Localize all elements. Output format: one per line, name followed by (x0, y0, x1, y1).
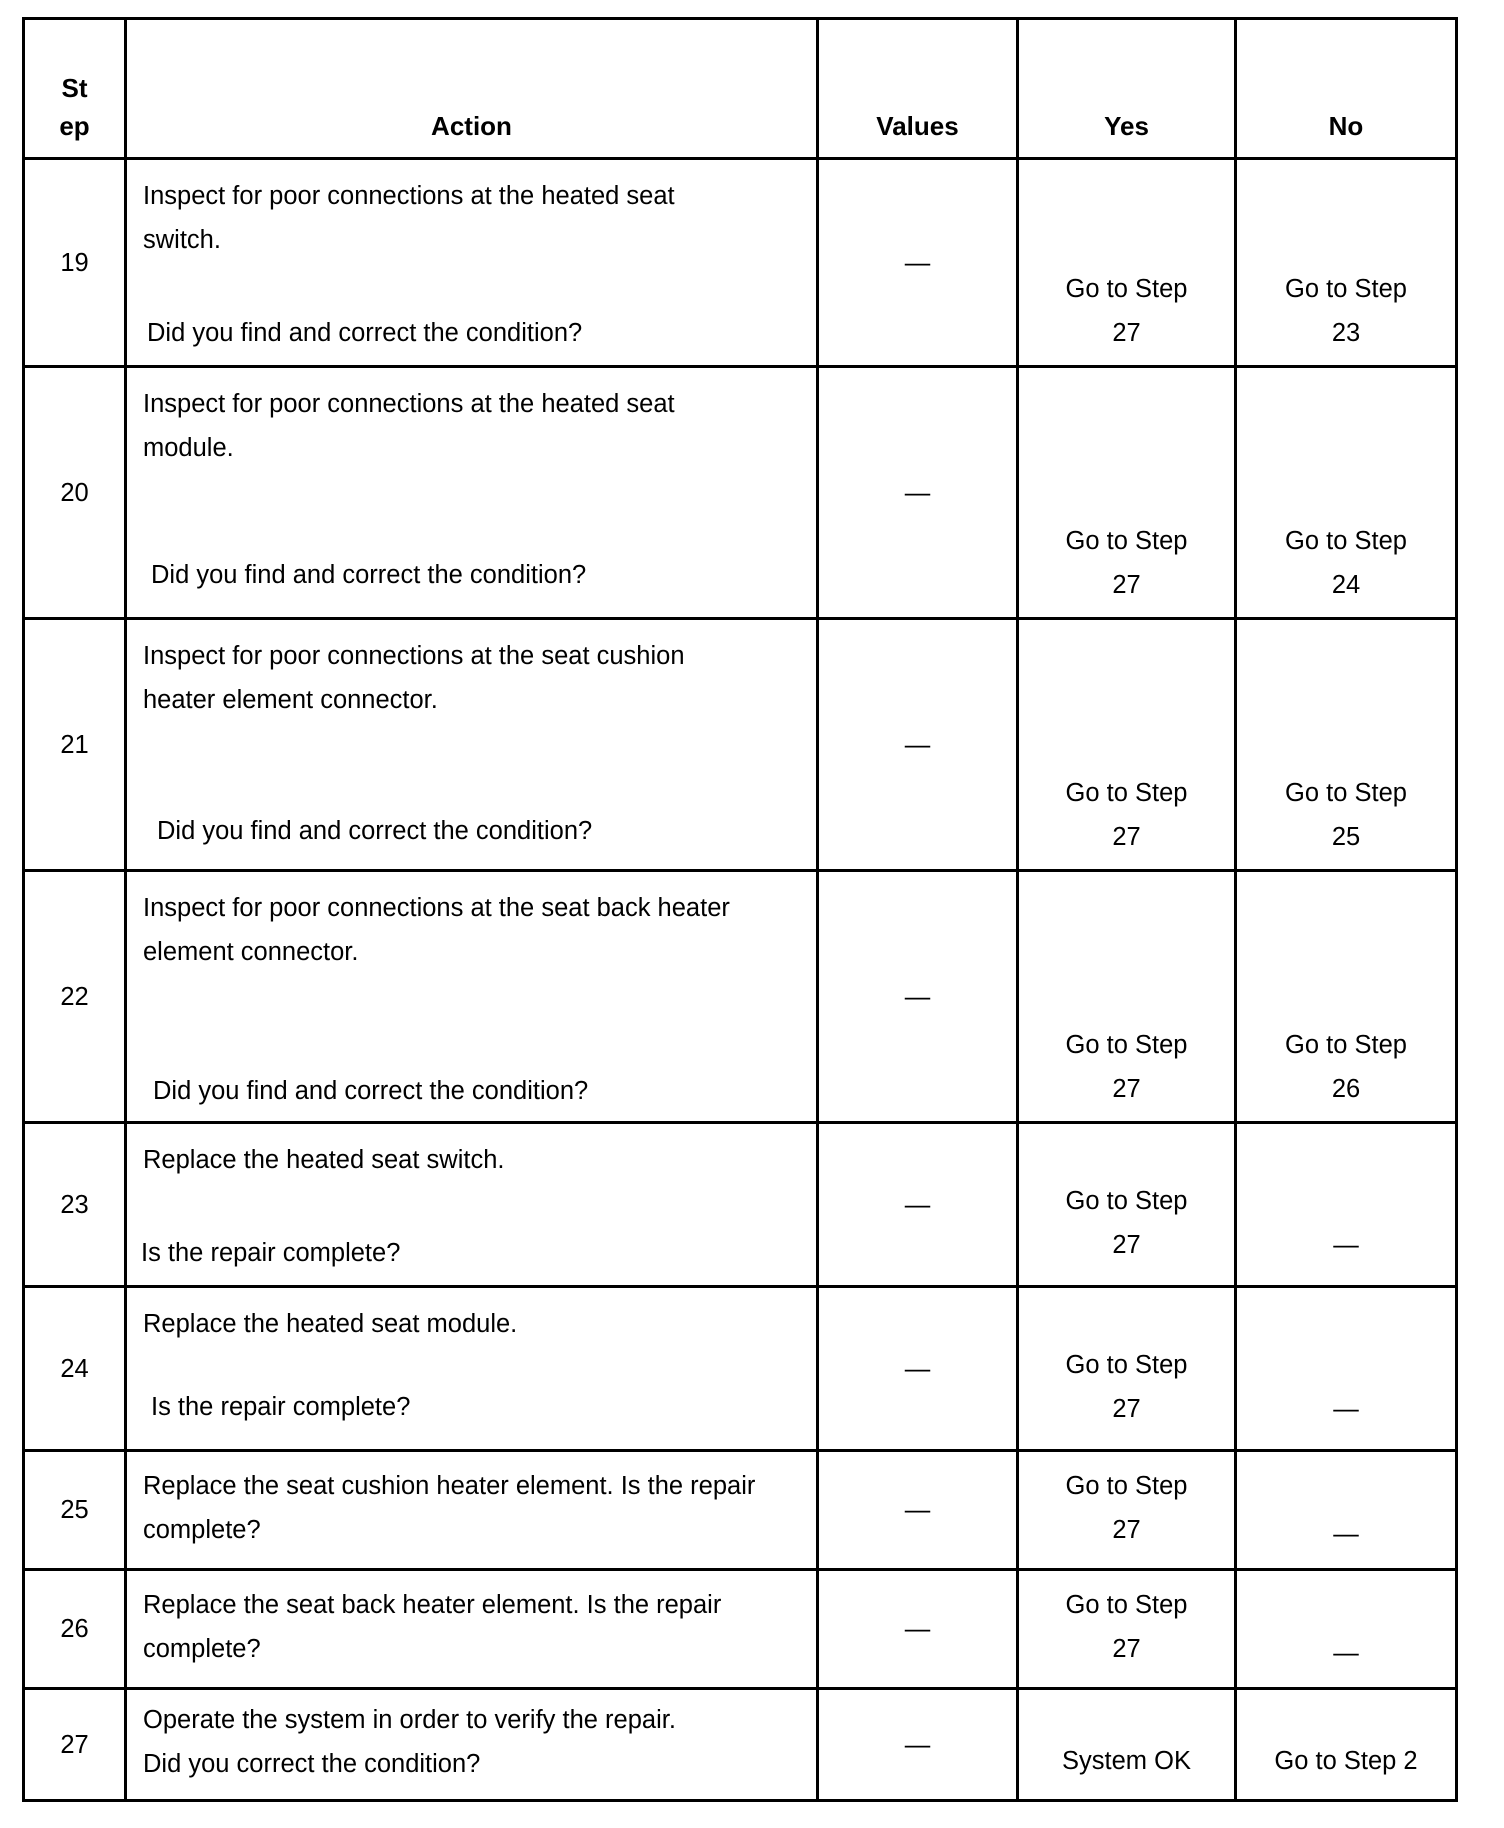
action-cell (126, 367, 818, 619)
step-number: 26 (24, 1570, 126, 1689)
step-number: 23 (24, 1123, 126, 1287)
step-number: 25 (24, 1451, 126, 1570)
table-row (24, 1570, 1457, 1689)
header-row (24, 19, 1457, 159)
values-cell: — (818, 1570, 1018, 1689)
table-row (24, 619, 1457, 871)
action-text: Inspect for poor connections at the heated seat module. (143, 390, 675, 462)
header-values: Values (818, 19, 1018, 159)
yes-cell: Go to Step 27 (1018, 1287, 1236, 1451)
step-number: 22 (24, 871, 126, 1123)
values-cell: — (818, 1451, 1018, 1570)
action-cell (126, 871, 818, 1123)
action-text: Inspect for poor connections at the seat cushion heater element connector. (143, 642, 685, 714)
table-row (24, 159, 1457, 367)
values-cell: — (818, 159, 1018, 367)
table-row (24, 367, 1457, 619)
values-cell: — (818, 367, 1018, 619)
action-question: Did you find and correct the condition? (153, 1077, 589, 1105)
action-cell (126, 1451, 818, 1570)
table-row (24, 1287, 1457, 1451)
action-cell (126, 1287, 818, 1451)
no-cell: Go to Step 25 (1236, 619, 1457, 871)
action-question: Is the repair complete? (151, 1393, 411, 1421)
header-yes: Yes (1018, 19, 1236, 159)
header-step: St ep (24, 19, 126, 159)
no-cell: — (1236, 1123, 1457, 1287)
yes-cell: System OK (1018, 1689, 1236, 1801)
action-cell (126, 1689, 818, 1801)
no-cell: — (1236, 1287, 1457, 1451)
yes-cell: Go to Step 27 (1018, 619, 1236, 871)
action-text: Operate the system in order to verify the repair. (143, 1706, 676, 1734)
action-cell (126, 619, 818, 871)
step-number: 24 (24, 1287, 126, 1451)
action-text: Replace the heated seat module. (143, 1310, 518, 1338)
yes-cell: Go to Step 27 (1018, 159, 1236, 367)
action-cell (126, 1570, 818, 1689)
table-row (24, 1451, 1457, 1570)
action-question: Did you find and correct the condition? (157, 817, 593, 845)
action-question: Did you correct the condition? (143, 1750, 481, 1778)
step-number: 19 (24, 159, 126, 367)
header-action: Action (126, 19, 818, 159)
no-cell: Go to Step 24 (1236, 367, 1457, 619)
action-question: Is the repair complete? (141, 1239, 401, 1267)
step-number: 21 (24, 619, 126, 871)
table-row (24, 1123, 1457, 1287)
values-cell: — (818, 1287, 1018, 1451)
yes-cell: Go to Step 27 (1018, 367, 1236, 619)
step-number: 20 (24, 367, 126, 619)
action-question: Did you find and correct the condition? (147, 319, 583, 347)
values-cell: — (818, 619, 1018, 871)
yes-cell: Go to Step 27 (1018, 1570, 1236, 1689)
values-cell: — (818, 1123, 1018, 1287)
step-number: 27 (24, 1689, 126, 1801)
table-row (24, 1689, 1457, 1801)
action-text: Inspect for poor connections at the seat back heater element connector. (143, 894, 730, 966)
no-cell: Go to Step 26 (1236, 871, 1457, 1123)
table-row (24, 871, 1457, 1123)
yes-cell: Go to Step 27 (1018, 871, 1236, 1123)
no-cell: — (1236, 1451, 1457, 1570)
action-text: Replace the seat cushion heater element. Is the repair complete? (143, 1472, 756, 1544)
action-text: Replace the heated seat switch. (143, 1146, 505, 1174)
action-cell (126, 1123, 818, 1287)
yes-cell: Go to Step 27 (1018, 1123, 1236, 1287)
no-cell: Go to Step 2 (1236, 1689, 1457, 1801)
action-cell (126, 159, 818, 367)
values-cell: — (818, 871, 1018, 1123)
no-cell: Go to Step 23 (1236, 159, 1457, 367)
action-text: Inspect for poor connections at the heated seat switch. (143, 182, 675, 254)
values-cell: — (818, 1689, 1018, 1801)
header-no: No (1236, 19, 1457, 159)
yes-cell: Go to Step 27 (1018, 1451, 1236, 1570)
no-cell: — (1236, 1570, 1457, 1689)
action-question: Did you find and correct the condition? (151, 561, 587, 589)
action-text: Replace the seat back heater element. Is the repair complete? (143, 1591, 722, 1663)
diagnostic-steps-table (22, 17, 1458, 1802)
